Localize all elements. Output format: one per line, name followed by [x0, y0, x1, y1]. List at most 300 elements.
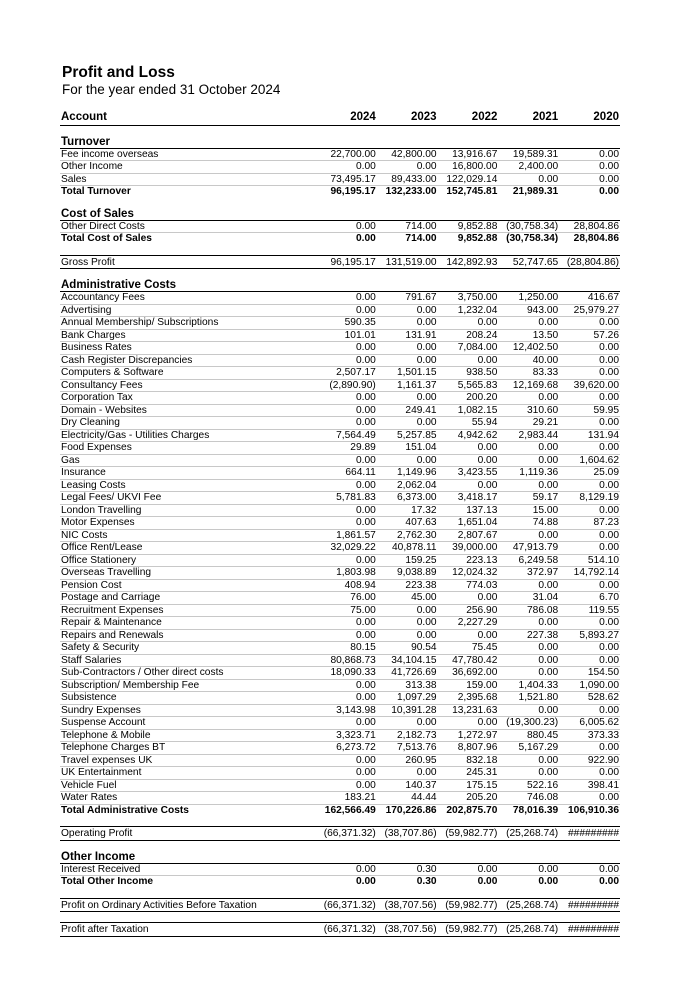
table-row [60, 173, 620, 186]
amount-cell: 416.67 [559, 292, 620, 305]
amount-cell: 159.00 [438, 679, 499, 692]
table-header-row [60, 108, 620, 125]
amount-cell: 36,692.00 [438, 667, 499, 680]
amount-cell: 0.00 [377, 342, 438, 355]
amount-cell: 1,272.97 [438, 729, 499, 742]
amount-cell: 1,082.15 [438, 404, 499, 417]
amount-cell: (59,982.77) [438, 923, 499, 937]
amount-cell: 0.00 [377, 454, 438, 467]
table-row [60, 479, 620, 492]
year-column-header: 2023 [377, 108, 438, 125]
amount-cell: 0.00 [316, 517, 377, 530]
amount-cell: 0.00 [559, 767, 620, 780]
amount-cell: 2,062.04 [377, 479, 438, 492]
amount-cell: 223.38 [377, 579, 438, 592]
account-label: Sundry Expenses [60, 704, 316, 717]
amount-cell: 42,800.00 [377, 148, 438, 161]
amount-cell: 32,029.22 [316, 542, 377, 555]
table-row [60, 148, 620, 161]
amount-cell: 131.91 [377, 329, 438, 342]
amount-cell: 0.00 [316, 504, 377, 517]
account-label: Other Income [60, 161, 316, 174]
amount-cell: 151.04 [377, 442, 438, 455]
amount-cell: 398.41 [559, 779, 620, 792]
amount-cell: 7,084.00 [438, 342, 499, 355]
amount-cell: 0.00 [559, 654, 620, 667]
account-label: Advertising [60, 304, 316, 317]
amount-cell: 1,161.37 [377, 379, 438, 392]
report-title: Profit and Loss [62, 64, 175, 81]
amount-cell: 0.00 [316, 629, 377, 642]
amount-cell: 5,167.29 [498, 742, 559, 755]
amount-cell: 791.67 [377, 292, 438, 305]
amount-cell: 1,232.04 [438, 304, 499, 317]
amount-cell: 0.00 [599, 186, 619, 197]
amount-cell: 0.00 [316, 392, 377, 405]
amount-cell: 1,861.57 [316, 529, 377, 542]
table-row [60, 442, 620, 455]
amount-cell: 0.00 [498, 173, 559, 186]
section-heading-row [60, 208, 620, 221]
amount-cell: ######### [559, 923, 620, 937]
amount-cell: 96,195.17 [316, 255, 377, 269]
amount-cell: 0.00 [498, 767, 559, 780]
amount-cell: 0.00 [559, 479, 620, 492]
amount-cell: 1,119.36 [498, 467, 559, 480]
account-label: Sub-Contractors / Other direct costs [60, 667, 316, 680]
amount-cell: 714.00 [377, 220, 438, 233]
amount-cell: 25.09 [559, 467, 620, 480]
amount-cell: 131,519.00 [377, 255, 438, 269]
spacer-cell [60, 269, 620, 280]
amount-cell: 0.00 [559, 579, 620, 592]
amount-cell: 0.00 [316, 417, 377, 430]
amount-cell: 13,916.67 [438, 148, 499, 161]
amount-cell: 249.41 [377, 404, 438, 417]
table-row [60, 429, 620, 442]
amount-cell: 943.00 [498, 304, 559, 317]
amount-cell: 6,273.72 [316, 742, 377, 755]
account-label: NIC Costs [60, 529, 316, 542]
amount-cell: 7,564.49 [316, 429, 377, 442]
account-label: Consultancy Fees [60, 379, 316, 392]
amount-cell: 12,169.68 [498, 379, 559, 392]
amount-cell: 0.00 [377, 392, 438, 405]
amount-cell: 47,913.79 [498, 542, 559, 555]
account-label: Insurance [60, 467, 316, 480]
table-row [60, 604, 620, 617]
amount-cell: 28,804.86 [559, 220, 620, 233]
table-row [60, 404, 620, 417]
table-row [60, 692, 620, 705]
table-row [60, 417, 620, 430]
account-label: Recruitment Expenses [60, 604, 316, 617]
table-row [60, 317, 620, 330]
table-row [60, 567, 620, 580]
amount-cell: 1,521.80 [498, 692, 559, 705]
amount-cell: 12,402.50 [498, 342, 559, 355]
amount-cell: 407.63 [377, 517, 438, 530]
amount-cell: 0.00 [538, 876, 559, 887]
amount-cell: (25,268.74) [498, 898, 559, 912]
amount-cell: 0.00 [498, 317, 559, 330]
amount-cell: 0.00 [377, 629, 438, 642]
amount-cell: 0.00 [316, 354, 377, 367]
amount-cell: (66,371.32) [316, 923, 377, 937]
table-row [60, 367, 620, 380]
amount-cell: (25,268.74) [498, 827, 559, 841]
amount-cell: 0.00 [438, 454, 499, 467]
table-row [60, 792, 620, 805]
account-column-header: Account [60, 108, 316, 125]
account-label: Domain - Websites [60, 404, 316, 417]
amount-cell: 5,565.83 [438, 379, 499, 392]
account-label: Total Other Income [61, 876, 154, 887]
amount-cell: 0.00 [316, 767, 377, 780]
account-label: Gross Profit [60, 255, 316, 269]
amount-cell: 9,852.88 [457, 233, 498, 244]
amount-cell: 0.00 [498, 704, 559, 717]
total-row [60, 233, 620, 245]
total-row [60, 876, 620, 888]
amount-cell: 0.00 [498, 442, 559, 455]
amount-cell: 6,249.58 [498, 554, 559, 567]
table-row [60, 863, 620, 876]
amount-cell: 5,257.85 [377, 429, 438, 442]
amount-cell: 2,400.00 [498, 161, 559, 174]
amount-cell: 25,979.27 [559, 304, 620, 317]
amount-cell: 2,807.67 [438, 529, 499, 542]
amount-cell: 44.44 [377, 792, 438, 805]
amount-cell: 1,651.04 [438, 517, 499, 530]
amount-cell: 12,024.32 [438, 567, 499, 580]
amount-cell: 59.17 [498, 492, 559, 505]
account-label: Other Direct Costs [60, 220, 316, 233]
account-label: Gas [60, 454, 316, 467]
amount-cell: 83.33 [498, 367, 559, 380]
table-row [60, 729, 620, 742]
account-label: Office Rent/Lease [60, 542, 316, 555]
amount-cell: 16,800.00 [438, 161, 499, 174]
spacer-cell [60, 125, 620, 136]
amount-cell: 45.00 [377, 592, 438, 605]
table-row [60, 354, 620, 367]
table-row [60, 492, 620, 505]
amount-cell: 714.00 [405, 233, 437, 244]
account-label: Accountancy Fees [60, 292, 316, 305]
amount-cell: 159.25 [377, 554, 438, 567]
amount-cell: 1,090.00 [559, 679, 620, 692]
amount-cell: 0.00 [559, 642, 620, 655]
account-label: Total Turnover [61, 186, 131, 197]
amount-cell: 0.00 [316, 717, 377, 730]
account-label: Vehicle Fuel [60, 779, 316, 792]
amount-cell: 162,566.49 [324, 804, 376, 816]
amount-cell: (66,371.32) [316, 898, 377, 912]
amount-cell: 205.20 [438, 792, 499, 805]
spacer-row [60, 245, 620, 256]
amount-cell: 29.21 [498, 417, 559, 430]
report-subtitle: For the year ended 31 October 2024 [62, 82, 281, 97]
amount-cell: 0.00 [316, 454, 377, 467]
table-row [60, 667, 620, 680]
account-label: Dry Cleaning [60, 417, 316, 430]
table-row [60, 717, 620, 730]
amount-cell: 76.00 [316, 592, 377, 605]
section-heading: Cost of Sales [60, 208, 620, 221]
amount-cell: 0.00 [559, 792, 620, 805]
account-label: Suspense Account [60, 717, 316, 730]
amount-cell: 200.20 [438, 392, 499, 405]
account-label: Annual Membership/ Subscriptions [60, 317, 316, 330]
amount-cell: 0.00 [559, 148, 620, 161]
account-label: Interest Received [60, 863, 316, 876]
account-label: Subscription/ Membership Fee [60, 679, 316, 692]
amount-cell: 0.00 [377, 717, 438, 730]
account-label: Water Rates [60, 792, 316, 805]
account-label: Operating Profit [60, 827, 316, 841]
amount-cell: (2,890.90) [316, 379, 377, 392]
amount-cell: 154.50 [559, 667, 620, 680]
amount-cell: 0.00 [559, 354, 620, 367]
amount-cell: 18,090.33 [316, 667, 377, 680]
account-label: Postage and Carriage [60, 592, 316, 605]
amount-cell: 10,391.28 [377, 704, 438, 717]
amount-cell: 0.00 [316, 404, 377, 417]
amount-cell: 80.15 [316, 642, 377, 655]
table-row [60, 454, 620, 467]
amount-cell: 2,395.68 [438, 692, 499, 705]
amount-cell: 17.32 [377, 504, 438, 517]
amount-cell: 0.00 [316, 679, 377, 692]
amount-cell: 0.30 [416, 876, 437, 887]
amount-cell: 0.00 [498, 642, 559, 655]
table-row [60, 379, 620, 392]
amount-cell: 746.08 [498, 792, 559, 805]
amount-cell: 0.00 [438, 629, 499, 642]
account-label: Profit on Ordinary Activities Before Taxation [60, 898, 316, 912]
amount-cell: 170,226.86 [385, 804, 437, 816]
table-row [60, 292, 620, 305]
amount-cell: 55.94 [438, 417, 499, 430]
amount-cell: 8,807.96 [438, 742, 499, 755]
amount-cell: 2,227.29 [438, 617, 499, 630]
account-label: Fee income overseas [60, 148, 316, 161]
amount-cell: (66,371.32) [316, 827, 377, 841]
amount-cell: 0.00 [438, 479, 499, 492]
account-label: Telephone Charges BT [60, 742, 316, 755]
amount-cell: 0.00 [438, 442, 499, 455]
amount-cell: 0.00 [355, 876, 376, 887]
amount-cell: 774.03 [438, 579, 499, 592]
amount-cell: 175.15 [438, 779, 499, 792]
amount-cell: 0.00 [438, 863, 499, 876]
table-row [60, 579, 620, 592]
amount-cell: 106,910.36 [568, 804, 619, 816]
amount-cell: 0.00 [316, 779, 377, 792]
account-label: Safety & Security [60, 642, 316, 655]
amount-cell: 786.08 [498, 604, 559, 617]
amount-cell: 13,231.63 [438, 704, 499, 717]
amount-cell: 19,589.31 [498, 148, 559, 161]
account-label: Computers & Software [60, 367, 316, 380]
year-column-header: 2020 [559, 108, 620, 125]
amount-cell: 0.00 [559, 442, 620, 455]
amount-cell: 34,104.15 [377, 654, 438, 667]
amount-cell: 2,983.44 [498, 429, 559, 442]
summary-row [60, 827, 620, 841]
year-column-header: 2024 [316, 108, 377, 125]
amount-cell: 0.00 [377, 617, 438, 630]
amount-cell: 0.00 [498, 479, 559, 492]
amount-cell: 5,781.83 [316, 492, 377, 505]
amount-cell: 0.00 [438, 354, 499, 367]
amount-cell: 1,803.98 [316, 567, 377, 580]
table-row [60, 517, 620, 530]
amount-cell: 2,762.30 [377, 529, 438, 542]
amount-cell: (59,982.77) [438, 827, 499, 841]
account-label: Pension Cost [60, 579, 316, 592]
amount-cell: 3,423.55 [438, 467, 499, 480]
amount-cell: 9,038.89 [377, 567, 438, 580]
amount-cell: 6.70 [559, 592, 620, 605]
amount-cell: 0.00 [316, 754, 377, 767]
total-row [60, 804, 620, 816]
spacer-row [60, 840, 620, 851]
amount-cell: 0.00 [559, 392, 620, 405]
table-row [60, 304, 620, 317]
amount-cell: 7,513.76 [377, 742, 438, 755]
table-row [60, 529, 620, 542]
spacer-row [60, 198, 620, 208]
amount-cell: 208.24 [438, 329, 499, 342]
amount-cell: 21,989.31 [512, 186, 559, 197]
amount-cell: 1,501.15 [377, 367, 438, 380]
amount-cell: 39,620.00 [559, 379, 620, 392]
amount-cell: 0.00 [377, 417, 438, 430]
amount-cell: 0.00 [316, 692, 377, 705]
amount-cell: 152,745.81 [446, 186, 498, 197]
amount-cell: 2,507.17 [316, 367, 377, 380]
table-row [60, 542, 620, 555]
amount-cell: 880.45 [498, 729, 559, 742]
amount-cell: 0.00 [377, 604, 438, 617]
amount-cell: 75.45 [438, 642, 499, 655]
amount-cell: 0.00 [559, 367, 620, 380]
profit-loss-table [60, 108, 620, 937]
account-label: Total Administrative Costs [61, 804, 189, 816]
amount-cell: 0.00 [559, 342, 620, 355]
amount-cell: 0.00 [316, 292, 377, 305]
amount-cell: 3,418.17 [438, 492, 499, 505]
amount-cell: 832.18 [438, 754, 499, 767]
section-heading: Other Income [60, 851, 620, 864]
amount-cell: 260.95 [377, 754, 438, 767]
amount-cell: 522.16 [498, 779, 559, 792]
account-label: Motor Expenses [60, 517, 316, 530]
amount-cell: 0.00 [316, 220, 377, 233]
amount-cell: 0.00 [355, 233, 376, 244]
amount-cell: 0.00 [438, 317, 499, 330]
amount-cell: 0.00 [377, 354, 438, 367]
account-label: Subsistence [60, 692, 316, 705]
amount-cell: 0.00 [498, 454, 559, 467]
account-label: Total Cost of Sales [61, 233, 152, 244]
amount-cell: 0.00 [498, 529, 559, 542]
table-row [60, 554, 620, 567]
amount-cell: 0.00 [377, 767, 438, 780]
table-row [60, 654, 620, 667]
amount-cell: 28,804.86 [573, 233, 619, 244]
amount-cell: 514.10 [559, 554, 620, 567]
amount-cell: 90.54 [377, 642, 438, 655]
amount-cell: 101.01 [316, 329, 377, 342]
amount-cell: (25,268.74) [498, 923, 559, 937]
table-row [60, 679, 620, 692]
amount-cell: 310.60 [498, 404, 559, 417]
account-label: Office Stationery [60, 554, 316, 567]
amount-cell: 1,149.96 [377, 467, 438, 480]
amount-cell: 0.00 [498, 579, 559, 592]
summary-row [60, 898, 620, 912]
amount-cell: 0.00 [316, 342, 377, 355]
spacer-row [60, 125, 620, 136]
amount-cell: 223.13 [438, 554, 499, 567]
amount-cell: 1,097.29 [377, 692, 438, 705]
amount-cell: 0.00 [559, 161, 620, 174]
amount-cell: 245.31 [438, 767, 499, 780]
spacer-row [60, 269, 620, 280]
amount-cell: ######### [559, 827, 620, 841]
amount-cell: 75.00 [316, 604, 377, 617]
amount-cell: ######### [559, 898, 620, 912]
account-label: Overseas Travelling [60, 567, 316, 580]
amount-cell: 408.94 [316, 579, 377, 592]
amount-cell: 137.13 [438, 504, 499, 517]
amount-cell: 40,878.11 [377, 542, 438, 555]
amount-cell: 89,433.00 [377, 173, 438, 186]
amount-cell: (19,300.23) [498, 717, 559, 730]
amount-cell: 1,604.62 [559, 454, 620, 467]
amount-cell: 78,016.39 [512, 804, 559, 816]
amount-cell: (38,707.56) [377, 898, 438, 912]
spacer-row [60, 888, 620, 899]
table-row [60, 592, 620, 605]
amount-cell: 528.62 [559, 692, 620, 705]
amount-cell: 0.00 [316, 863, 377, 876]
amount-cell: 8,129.19 [559, 492, 620, 505]
amount-cell: 0.00 [498, 392, 559, 405]
amount-cell: 80,868.73 [316, 654, 377, 667]
year-column-header: 2021 [498, 108, 559, 125]
amount-cell: (59,982.77) [438, 898, 499, 912]
section-heading: Administrative Costs [60, 279, 620, 292]
spacer-row [60, 816, 620, 827]
amount-cell: 202,875.70 [446, 804, 498, 816]
amount-cell: 96,195.17 [330, 186, 376, 197]
spacer-cell [60, 888, 620, 899]
amount-cell: (28,804.86) [559, 255, 620, 269]
amount-cell: 0.00 [559, 704, 620, 717]
amount-cell: 2,182.73 [377, 729, 438, 742]
amount-cell: 664.11 [316, 467, 377, 480]
amount-cell: 3,323.71 [316, 729, 377, 742]
amount-cell: 6,005.62 [559, 717, 620, 730]
amount-cell: 29.89 [316, 442, 377, 455]
amount-cell: 590.35 [316, 317, 377, 330]
spacer-row [60, 912, 620, 923]
account-label: Profit after Taxation [60, 923, 316, 937]
